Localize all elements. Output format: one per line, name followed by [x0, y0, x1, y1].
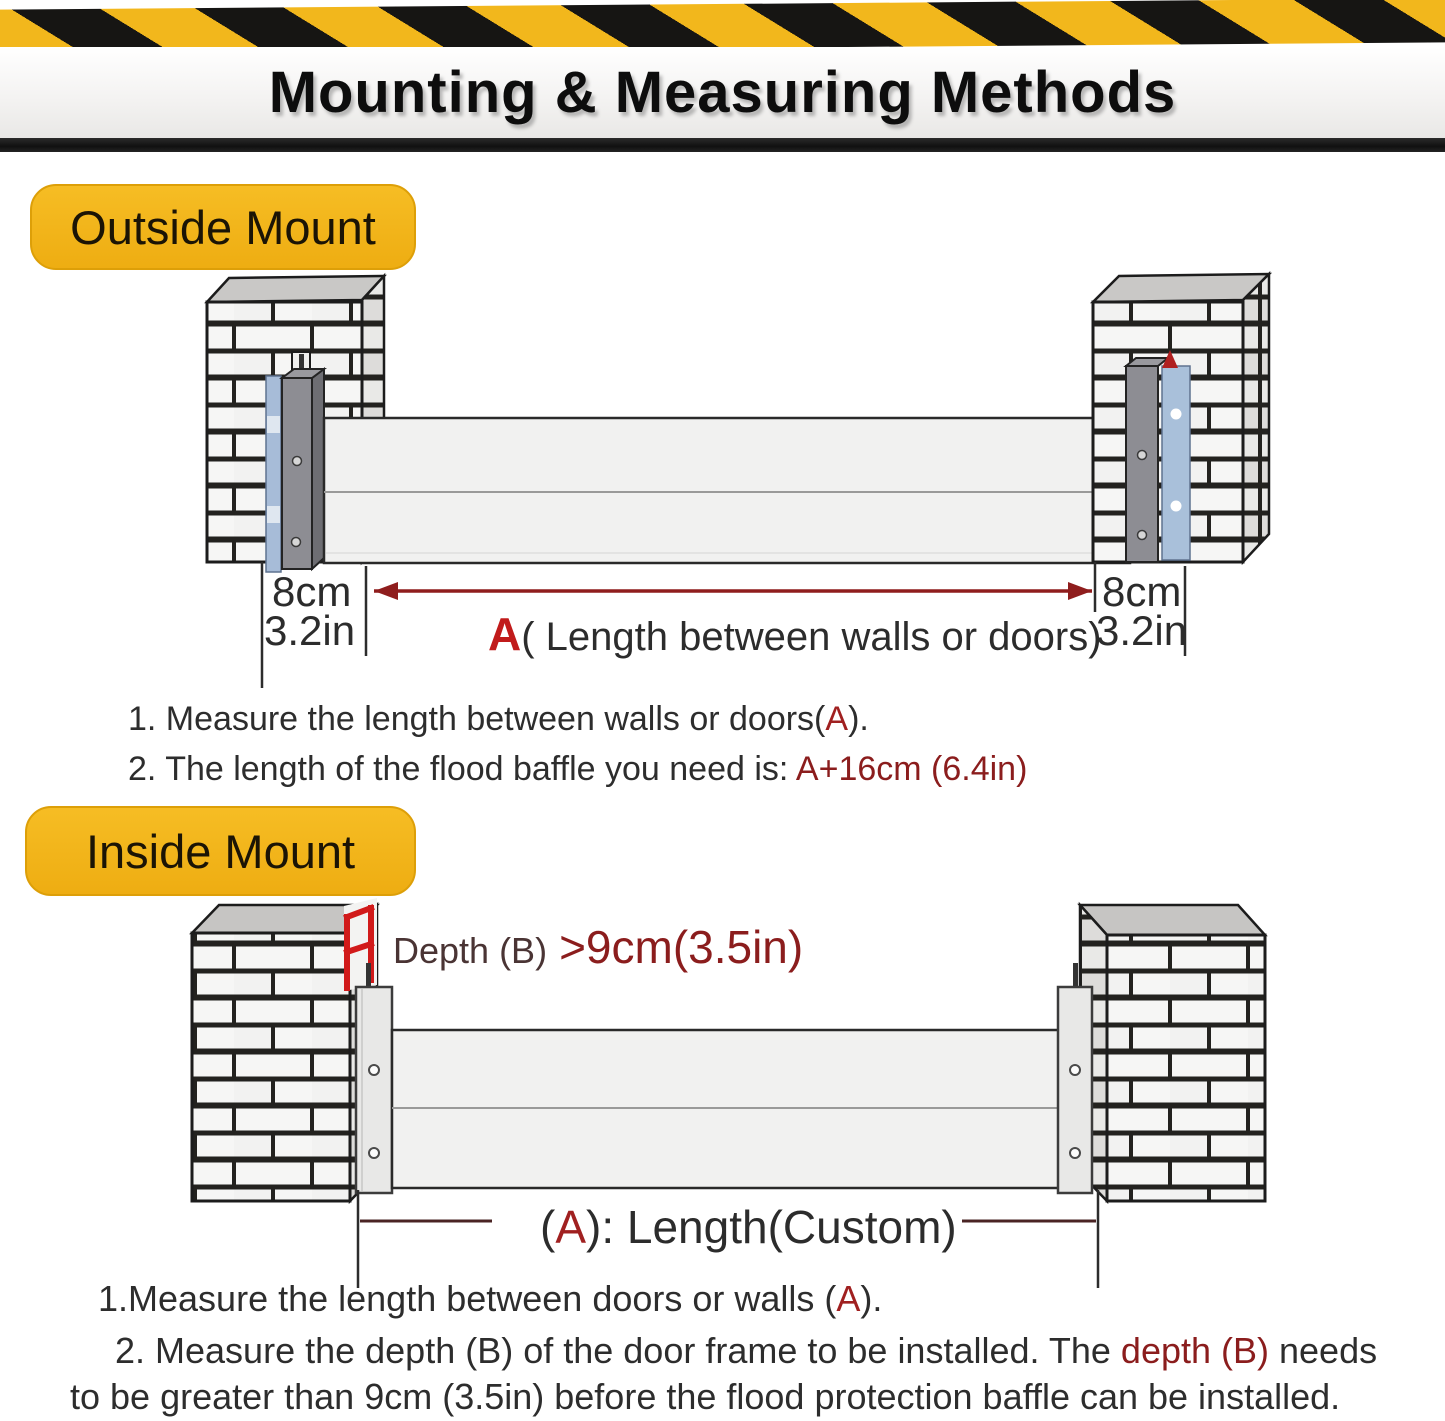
- dimension-arrow-a: [374, 582, 1092, 600]
- highlight-formula: A+16cm (6.4in): [795, 750, 1028, 788]
- dim-right-cm: 8cm: [1102, 568, 1182, 615]
- title-band: [0, 47, 1445, 138]
- anchor-pin: [366, 963, 371, 987]
- dim-a-label: A( Length between walls or doors): [488, 608, 1102, 660]
- screw-hole: [369, 1065, 379, 1075]
- instruction-line-1: 1. Measure the length between walls or doors(A).: [128, 700, 869, 738]
- outside-mount-badge: [30, 184, 416, 270]
- seal-strip-left: [266, 376, 281, 572]
- screw-hole: [293, 457, 302, 466]
- highlight-depth-b: depth (B): [1120, 1330, 1269, 1371]
- depth-bracket-red: [344, 898, 377, 991]
- flood-barrier-panel: [392, 1030, 1060, 1188]
- mounting-channel-right: [1126, 350, 1190, 562]
- hazard-stripes-band: [0, 0, 1445, 54]
- instruction-line-2: 2. The length of the flood baffle you need is: A+16cm (6.4in): [128, 750, 1028, 788]
- brick-pillar-right: [1080, 905, 1265, 1201]
- mounting-channel-left: [266, 369, 324, 572]
- highlight-a: A: [836, 1278, 861, 1319]
- dim-length-label: (A): Length(Custom): [540, 1201, 957, 1253]
- mounting-channel-right: [1058, 963, 1092, 1193]
- dim-right-in: 3.2in: [1096, 607, 1188, 654]
- screw-hole: [1138, 451, 1147, 460]
- anchor-pin: [1073, 963, 1078, 987]
- header-divider-bar: [0, 138, 1445, 152]
- inside-mount-badge-label: Inside Mount: [85, 824, 356, 878]
- highlight-a: A: [825, 700, 849, 738]
- instruction-line-2: 2. Measure the depth (B) of the door frame to be installed. The depth (B) needs to be greater than 9cm (3.5in) before the flood protection baffle can be installed.: [70, 1330, 1378, 1417]
- screw-hole: [369, 1148, 379, 1158]
- seal-strip-right: [1162, 366, 1190, 560]
- screw-hole: [292, 538, 301, 547]
- outside-mount-badge-label: Outside Mount: [70, 200, 376, 254]
- screw-hole: [1070, 1148, 1080, 1158]
- flood-barrier-panel: [324, 418, 1130, 563]
- screw-hole: [1138, 531, 1147, 540]
- screw-hole: [1070, 1065, 1080, 1075]
- header-banner: [0, 0, 1445, 153]
- inside-instructions: [0, 1276, 1445, 1420]
- inside-mount-diagram: [0, 890, 1445, 1290]
- outside-mount-diagram: [0, 270, 1445, 690]
- instruction-line-1: 1.Measure the length between doors or walls (A).: [98, 1278, 883, 1319]
- inside-mount-badge: [25, 806, 416, 896]
- dim-left-cm: 8cm: [272, 568, 352, 615]
- dim-left-in: 3.2in: [264, 607, 356, 654]
- depth-label: Depth (B) >9cm(3.5in): [393, 921, 804, 973]
- outside-instructions: [128, 694, 1027, 794]
- page-title: Mounting & Measuring Methods: [268, 60, 1177, 125]
- mounting-channel-left: [356, 963, 392, 1193]
